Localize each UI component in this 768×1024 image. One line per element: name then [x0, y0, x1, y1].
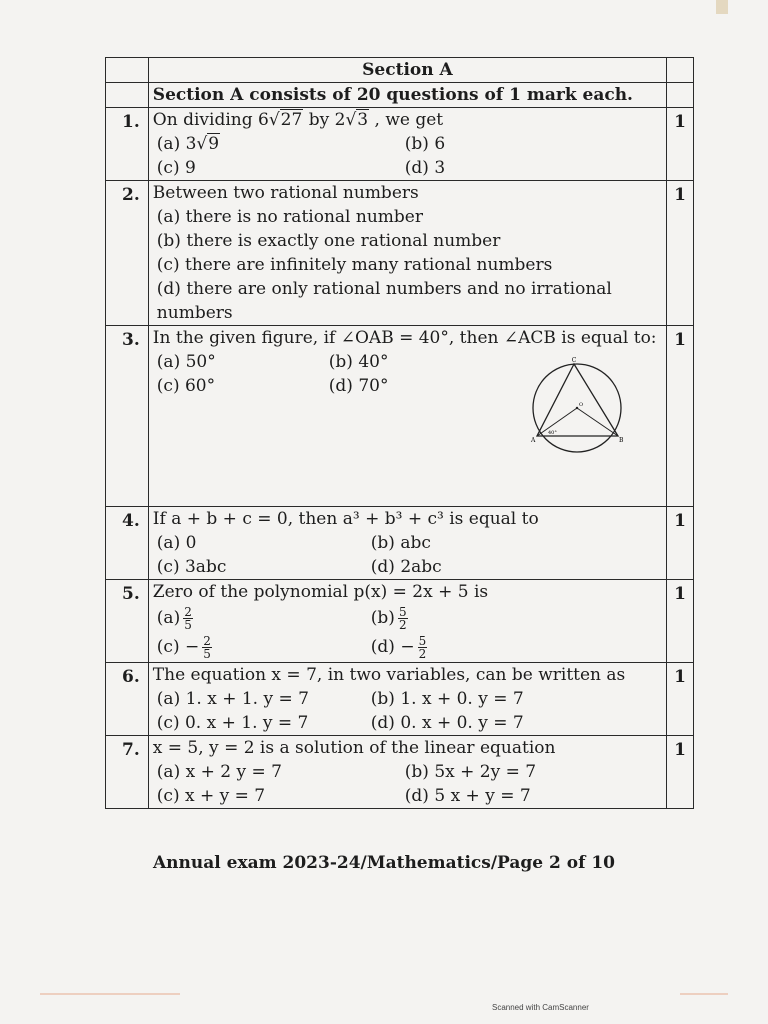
- question-text: Zero of the polynomial p(x) = 2x + 5 is: [152, 582, 489, 602]
- option-c: (c) x + y = 7: [156, 786, 266, 806]
- marks: 1: [667, 663, 694, 736]
- marks: 1: [667, 507, 694, 580]
- options: [153, 350, 522, 398]
- page-footer: Annual exam 2023-24/Mathematics/Page 2 of 10: [152, 853, 615, 873]
- options: [153, 687, 662, 735]
- option-c: (c) 60°: [156, 376, 216, 396]
- label-c: C: [571, 357, 577, 364]
- fraction: $\frac{5}{2}$: [398, 605, 407, 632]
- option-b: (b) 5x + 2y = 7: [404, 762, 537, 782]
- center-point: [576, 407, 578, 409]
- option-b: (b) 40°: [328, 352, 389, 372]
- option-b: (b) 1. x + 0. y = 7: [370, 689, 524, 709]
- segment-oa: [537, 408, 577, 436]
- option-a: (a) 50°: [156, 352, 216, 372]
- option-c: (c) − $\frac{2}{5}$: [156, 634, 211, 661]
- option-d: (d) there are only rational numbers and no irrational numbers: [156, 279, 612, 323]
- option-b: (b) 6: [404, 134, 446, 154]
- scan-edge-mark: [716, 0, 728, 14]
- question-number: 7.: [106, 736, 149, 809]
- camscanner-watermark: Scanned with CamScanner: [492, 1003, 589, 1012]
- question-number: 3.: [106, 326, 149, 507]
- question-number: 6.: [106, 663, 149, 736]
- option-a: (a) x + 2 y = 7: [156, 762, 282, 782]
- option-d: (d) 3: [404, 158, 446, 178]
- question-row-7: [106, 736, 694, 809]
- question-text: x = 5, y = 2 is a solution of the linear equation: [152, 738, 556, 758]
- question-text: On dividing 6√27 by 2√3 , we get: [152, 110, 444, 130]
- question-number: 5.: [106, 580, 149, 663]
- option-c: (c) 0. x + 1. y = 7: [156, 713, 309, 733]
- segment-ob: [577, 408, 618, 436]
- option-d: (d) − $\frac{5}{2}$: [370, 634, 427, 661]
- question-text: The equation x = 7, in two variables, can be written as: [152, 665, 626, 685]
- scan-artifact-left: [40, 993, 180, 995]
- options: [153, 531, 662, 579]
- option-b: (b) $\frac{5}{2}$: [370, 605, 407, 632]
- question-row-5: [106, 580, 694, 663]
- angle-label: 40°: [548, 430, 557, 436]
- option-a: (a) 3√9: [156, 134, 220, 154]
- marks: 1: [667, 736, 694, 809]
- question-text: In the given figure, if ∠OAB = 40°, then ∠ACB is equal to:: [152, 328, 657, 348]
- marks: 1: [667, 326, 694, 507]
- option-c: (c) 9: [156, 158, 196, 178]
- marks: 1: [667, 580, 694, 663]
- options: [153, 132, 662, 180]
- label-b: B: [619, 437, 624, 444]
- question-row-3: [106, 326, 694, 507]
- scan-artifact-right: [680, 993, 728, 995]
- question-number: 1.: [106, 108, 149, 181]
- section-subtitle: Section A consists of 20 questions of 1 mark each.: [148, 83, 666, 108]
- option-d: (d) 2abc: [370, 557, 442, 577]
- options: [153, 760, 662, 808]
- question-text: Between two rational numbers: [152, 183, 419, 203]
- question-number: 2.: [106, 181, 149, 326]
- label-o: O: [579, 402, 584, 408]
- section-subtitle-row: [106, 83, 694, 108]
- option-a: (a) 0: [156, 533, 197, 553]
- option-c: (c) there are infinitely many rational numbers: [156, 255, 553, 275]
- question-row-1: [106, 108, 694, 181]
- option-a: (a) $\frac{2}{5}$: [156, 605, 192, 632]
- option-a: (a) there is no rational number: [156, 207, 423, 227]
- fraction: $\frac{5}{2}$: [418, 634, 427, 661]
- option-d: (d) 70°: [328, 376, 389, 396]
- fraction: $\frac{2}{5}$: [184, 605, 192, 632]
- questions-table: [105, 57, 694, 809]
- fraction: $\frac{2}{5}$: [203, 634, 211, 661]
- label-a: A: [531, 437, 536, 444]
- option-d: (d) 5 x + y = 7: [404, 786, 531, 806]
- option-c: (c) 3abc: [156, 557, 227, 577]
- option-a: (a) 1. x + 1. y = 7: [156, 689, 309, 709]
- option-b: (b) there is exactly one rational number: [156, 231, 501, 251]
- options: [153, 604, 662, 662]
- question-row-2: [106, 181, 694, 326]
- circle-triangle-figure: [522, 356, 632, 456]
- section-title-row: [106, 58, 694, 83]
- option-b: (b) abc: [370, 533, 431, 553]
- section-title: Section A: [148, 58, 666, 83]
- question-row-6: [106, 663, 694, 736]
- question-number: 4.: [106, 507, 149, 580]
- question-text: If a + b + c = 0, then a³ + b³ + c³ is equal to: [152, 509, 539, 529]
- question-row-4: [106, 507, 694, 580]
- option-d: (d) 0. x + 0. y = 7: [370, 713, 524, 733]
- marks: 1: [667, 181, 694, 326]
- marks: 1: [667, 108, 694, 181]
